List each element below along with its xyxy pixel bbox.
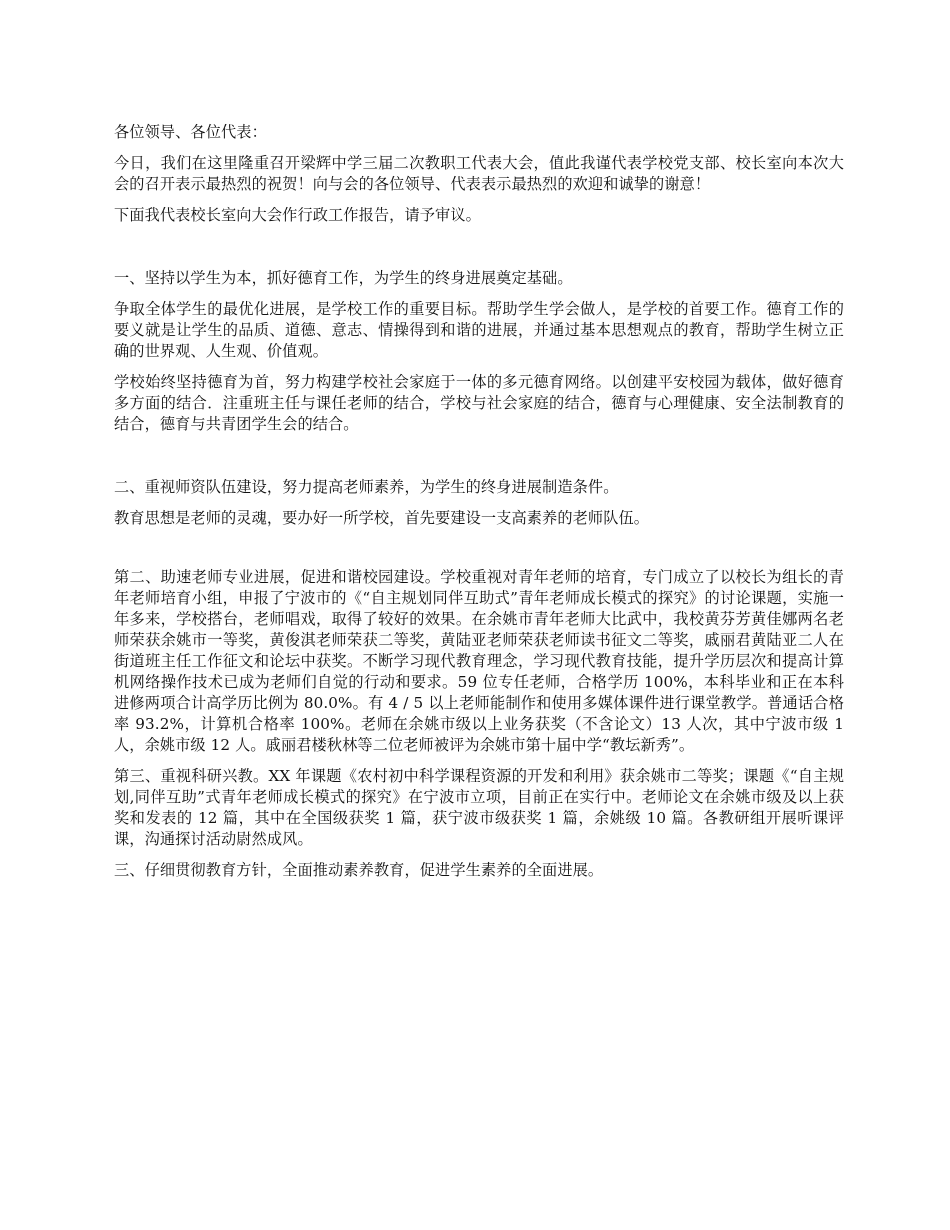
- section-2-heading: 二、重视师资队伍建设，努力提高老师素养，为学生的终身进展制造条件。: [114, 478, 619, 496]
- report-line: 下面我代表校长室向大会作行政工作报告，请予审议。: [114, 206, 481, 224]
- section-1-paragraph-2: 学校始终坚持德育为首，努力构建学校社会家庭于一体的多元德育网络。以创建平安校园为载体，做好德育多方面的结合．注重班主任与课任老师的结合，学校与社会家庭的结合，德育与心理健康、安全法制教育的结合，德育与共青团学生会的结合。: [114, 373, 844, 433]
- section-1-heading: 一、坚持以学生为本，抓好德育工作，为学生的终身进展奠定基础。: [114, 269, 573, 287]
- section-2-paragraph-1: 教育思想是老师的灵魂，要办好一所学校，首先要建设一支高素养的老师队伍。: [114, 509, 650, 527]
- intro-paragraph: 今日，我们在这里隆重召开梁辉中学三届二次教职工代表大会，值此我谨代表学校党支部、校长室向本次大会的召开表示最热烈的祝贺！向与会的各位领导、代表表示最热烈的欢迎和诚挚的谢意！: [114, 154, 844, 193]
- section-1-paragraph-1: 争取全体学生的最优化进展，是学校工作的重要目标。帮助学生学会做人，是学校的首要工作。德育工作的要义就是让学生的品质、道德、意志、情操得到和谐的进展，并通过基本思想观点的教育，帮助学生树立正确的世界观、人生观、价值观。: [114, 300, 844, 360]
- section-2-part-2-paragraph: 第二、助速老师专业进展，促进和谐校园建设。学校重视对青年老师的培育，专门成立了以校长为组长的青年老师培育小组，申报了宁波市的《“自主规划同伴互助式”青年老师成长模式的探究》的讨论课题，实施一年多来，学校搭台，老师唱戏，取得了较好的效果。在余姚市青年老师大比武中，我校黄芬芳黄佳娜两名老师荣获余姚市一等奖，黄俊淇老师荣获二等奖，黄陆亚老师荣获老师读书征文二等奖，戚丽君黄陆亚二人在街道班主任工作征文和论坛中获奖。不断学习现代教育理念，学习现代教育技能，提升学历层次和提高计算机网络操作技术已成为老师们自觉的行动和要求。59 位专任老师，合格学历 100%，本科毕业和正在本科进修两项合计高学历比例为 80.0%。有 4 / 5 以上老师能制作和使用多媒体课件进行课堂教学。普通话合格率 93.2%，计算机合格率 100%。老师在余姚市级以上业务获奖（不含论文）13 人次，其中宁波市级 1 人，余姚市级 12 人。戚丽君楼秋林等二位老师被评为余姚市第十届中学“教坛新秀”。: [114, 568, 844, 754]
- salutation: 各位领导、各位代表：: [114, 123, 267, 141]
- section-3-heading: 三、仔细贯彻教育方针，全面推动素养教育，促进学生素养的全面进展。: [114, 861, 604, 879]
- document-body: [114, 122, 844, 891]
- section-2-part-3-paragraph: 第三、重视科研兴教。XX 年课题《农村初中科学课程资源的开发和利用》获余姚市二等奖；课题《“自主规划,同伴互助”式青年老师成长模式的探究》在宁波市立项，目前正在实行中。老师论文在余姚市级及以上获奖和发表的 12 篇，其中在全国级获奖 1 篇，获宁波市级获奖 1 篇，余姚级 10 篇。各教研组开展听课评课，沟通探讨活动尉然成风。: [114, 767, 844, 848]
